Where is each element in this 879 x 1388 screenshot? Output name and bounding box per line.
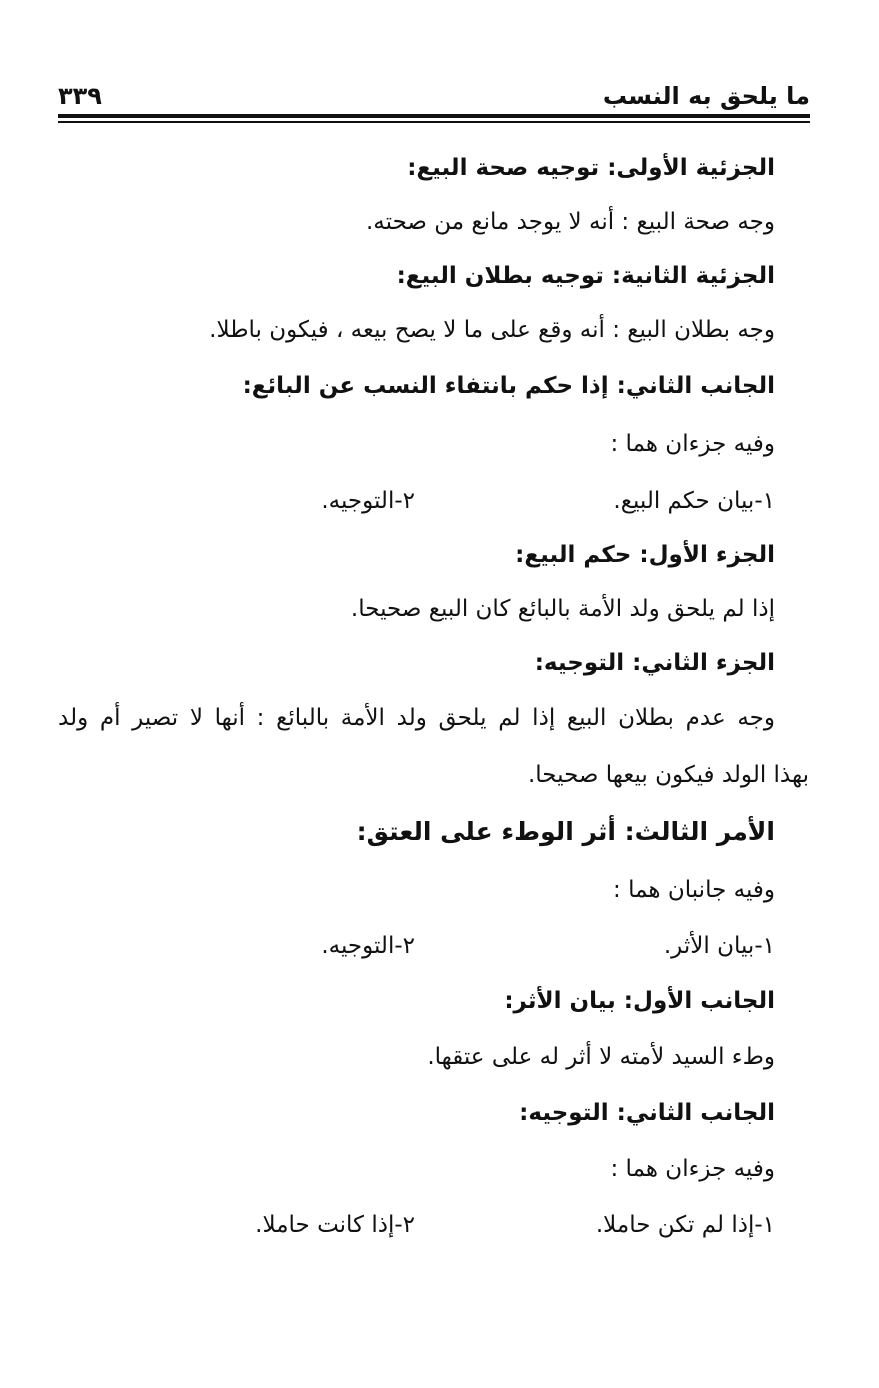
paragraph-two-parts-2: وفيه جزءان هما : [610, 1156, 775, 1182]
paragraph-invalidity: وجه بطلان البيع : أنه وقع على ما لا يصح بيعه ، فيكون باطلا. [209, 317, 775, 343]
list-item: ١-بيان حكم البيع. [613, 488, 775, 514]
paragraph-two-sides: وفيه جانبان هما : [613, 877, 775, 903]
list-item: ١-بيان الأثر. [663, 933, 775, 959]
paragraph-two-parts: وفيه جزءان هما : [610, 431, 775, 457]
subheading-part-two: الجزء الثاني: التوجيه: [534, 650, 775, 676]
header-rule-thick [58, 114, 810, 118]
list-item: ١-إذا لم تكن حاملا. [595, 1212, 775, 1238]
paragraph-justification-line-1: وجه عدم بطلان البيع إذا لم يلحق ولد الأمة بالبائع : أنها لا تصير أم ولد [58, 705, 775, 731]
list-item: ٢-التوجيه. [321, 488, 415, 514]
subheading-side-one: الجانب الأول: بيان الأثر: [504, 988, 775, 1014]
subheading-validity: الجزئية الأولى: توجيه صحة البيع: [407, 155, 775, 181]
page-number: ٣٣٩ [58, 82, 102, 110]
paragraph-validity: وجه صحة البيع : أنه لا يوجد مانع من صحته. [365, 209, 775, 235]
heading-second-side: الجانب الثاني: إذا حكم بانتفاء النسب عن البائع: [242, 373, 775, 399]
page-header [58, 82, 810, 114]
subheading-part-one: الجزء الأول: حكم البيع: [515, 542, 775, 568]
list-item: ٢-إذا كانت حاملا. [255, 1212, 415, 1238]
list-item: ٢-التوجيه. [321, 933, 415, 959]
running-title: ما يلحق به النسب [602, 82, 810, 110]
subheading-invalidity: الجزئية الثانية: توجيه بطلان البيع: [396, 263, 775, 289]
heading-third-matter: الأمر الثالث: أثر الوطء على العتق: [356, 817, 775, 846]
paragraph-justification-line-2: بهذا الولد فيكون بيعها صحيحا. [527, 762, 809, 788]
paragraph-effect: وطء السيد لأمته لا أثر له على عتقها. [427, 1044, 775, 1070]
subheading-side-two: الجانب الثاني: التوجيه: [519, 1100, 775, 1126]
header-rule-thin [58, 121, 810, 123]
paragraph-sale-ruling: إذا لم يلحق ولد الأمة بالبائع كان البيع صحيحا. [350, 596, 775, 622]
